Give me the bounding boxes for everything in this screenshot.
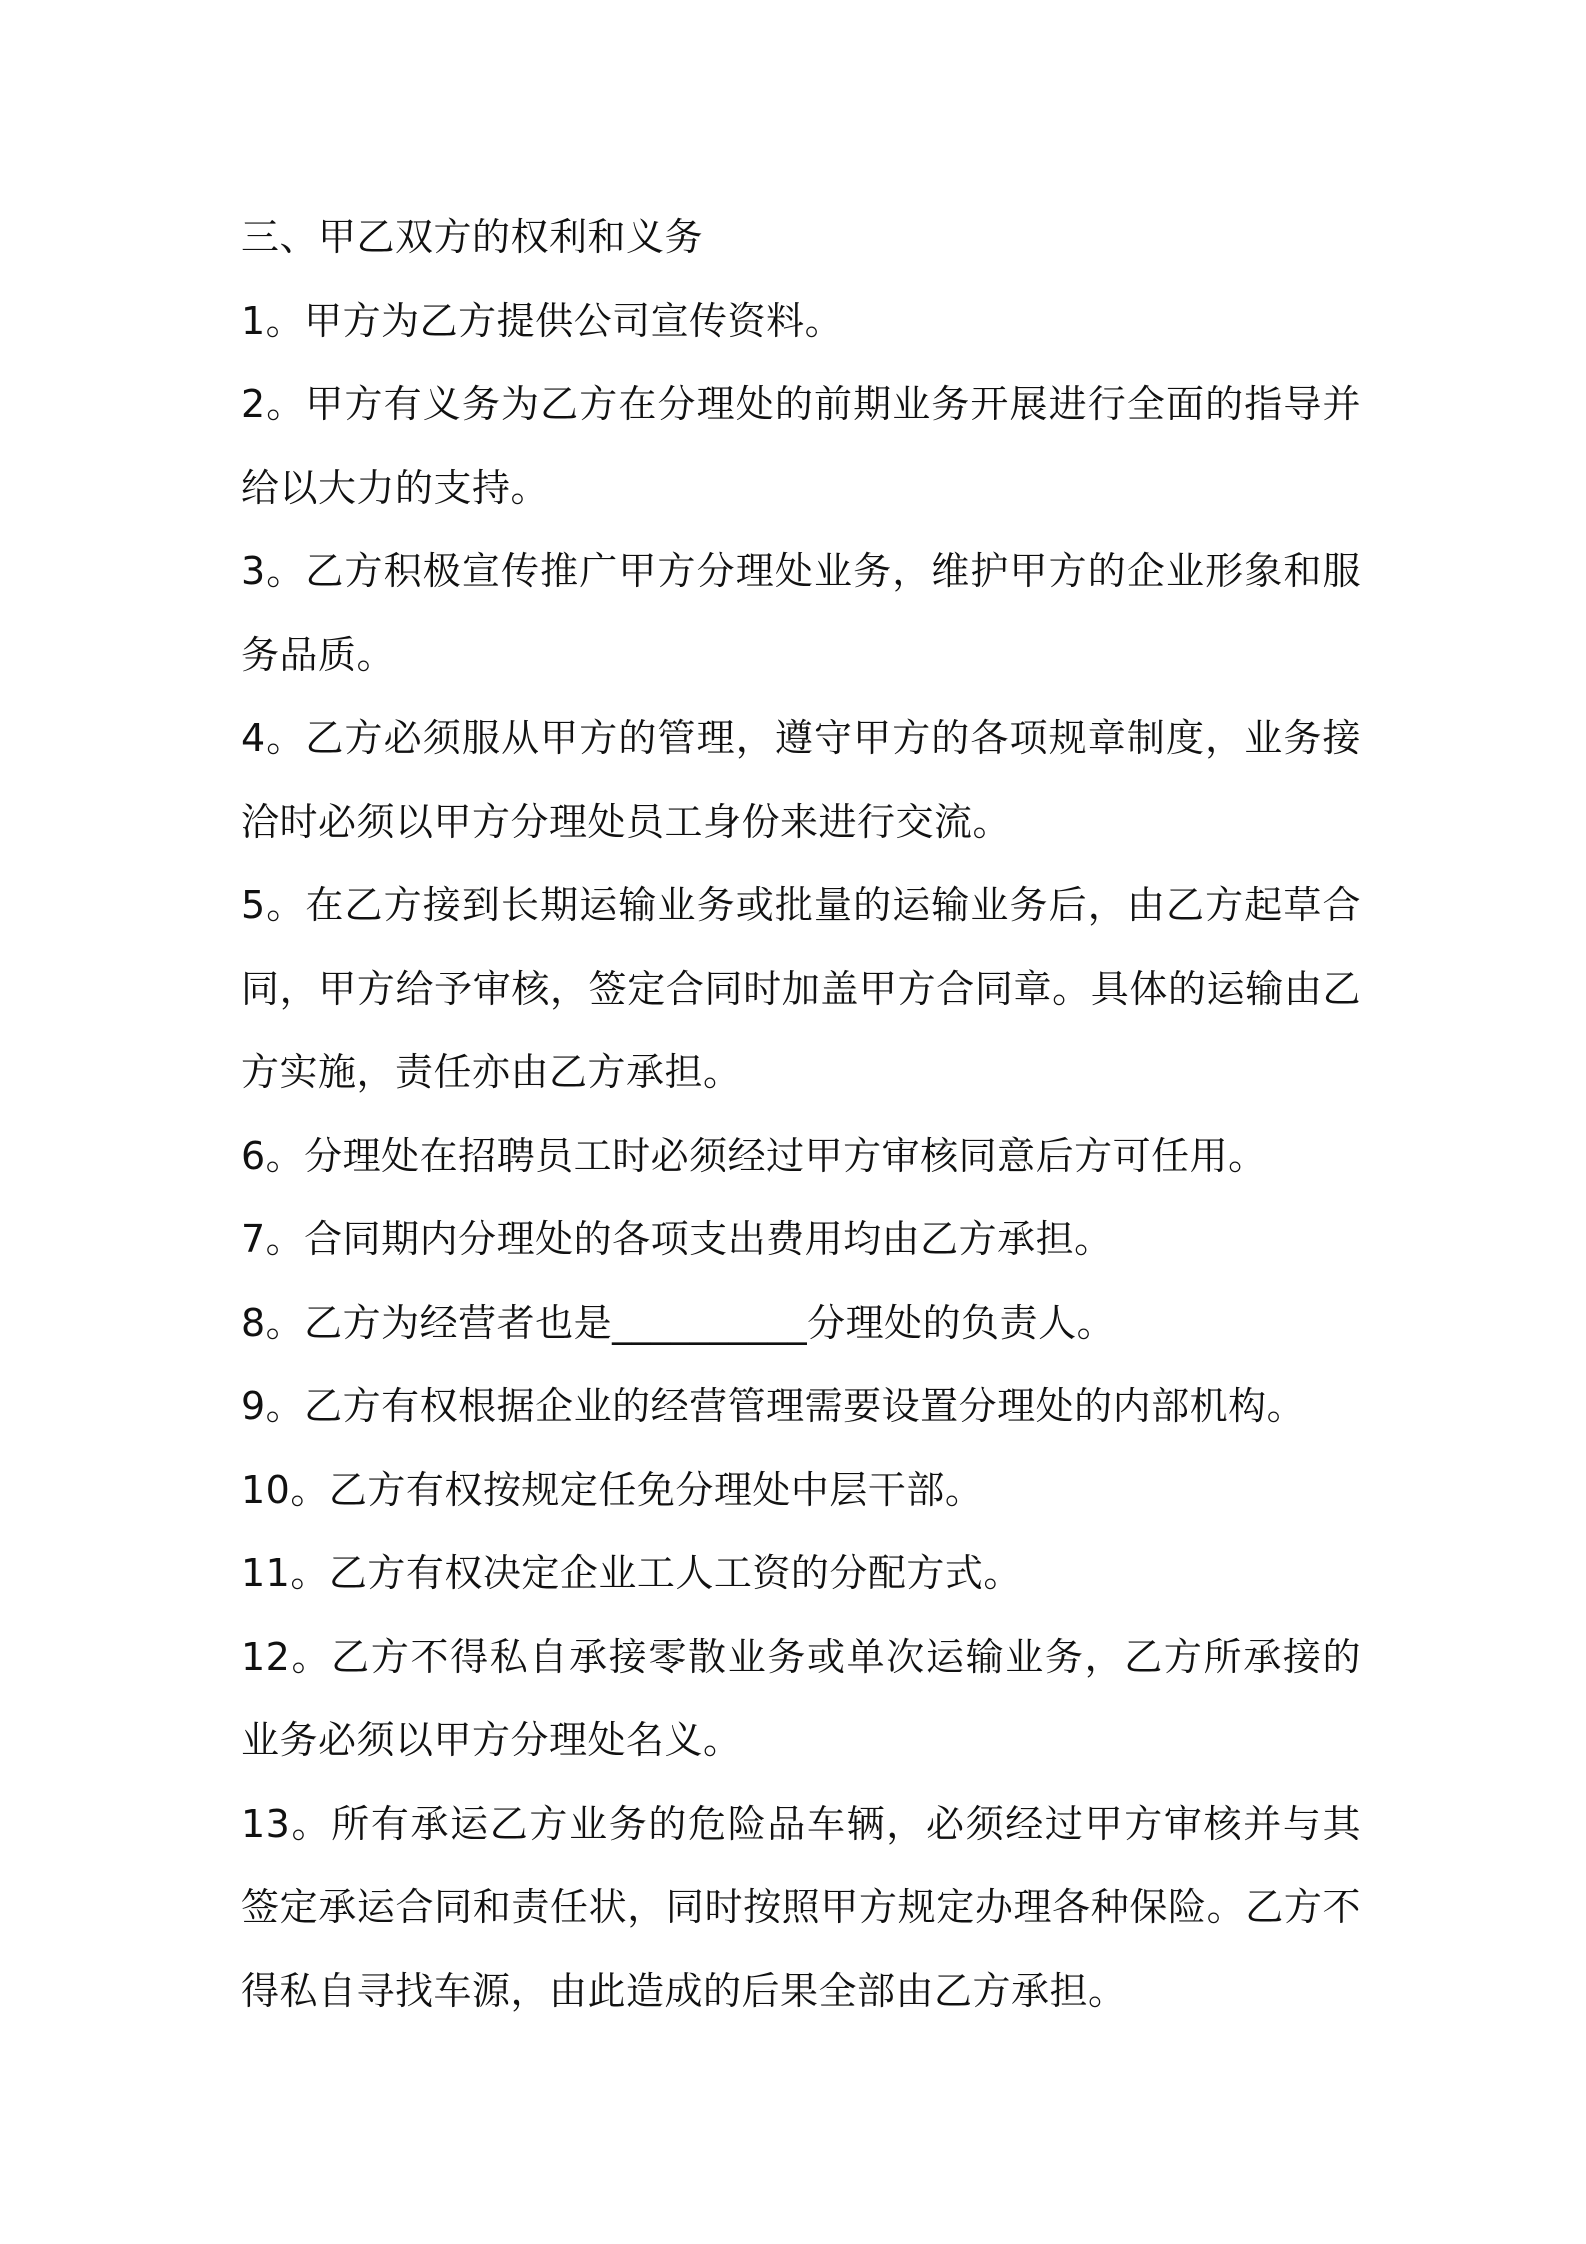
clause-1: 1。甲方为乙方提供公司宣传资料。 xyxy=(241,298,844,343)
clause-12: 12。乙方不得私自承接零散业务或单次运输业务，乙方所承接的业务必须以甲方分理处名义。 xyxy=(241,1634,1361,1762)
clause-5: 5。在乙方接到长期运输业务或批量的运输业务后，由乙方起草合同，甲方给予审核，签定合同时加盖甲方合同章。具体的运输由乙方实施，责任亦由乙方承担。 xyxy=(241,883,1361,1094)
clause-6: 6。分理处在招聘员工时必须经过甲方审核同意后方可任用。 xyxy=(241,1133,1267,1178)
section-title: 三、甲乙双方的权利和义务 xyxy=(241,215,704,259)
clause-4: 4。乙方必须服从甲方的管理，遵守甲方的各项规章制度，业务接洽时必须以甲方分理处员工身份来进行交流。 xyxy=(241,716,1361,844)
clause-2: 2。甲方有义务为乙方在分理处的前期业务开展进行全面的指导并给以大力的支持。 xyxy=(241,382,1361,510)
clause-8: 8。乙方为经营者也是__________分理处的负责人。 xyxy=(241,1300,1116,1345)
clause-13: 13。所有承运乙方业务的危险品车辆，必须经过甲方审核并与其签定承运合同和责任状，同时按照甲方规定办理各种保险。乙方不得私自寻找车源，由此造成的后果全部由乙方承担。 xyxy=(241,1801,1361,2013)
document-body xyxy=(241,196,1361,2033)
clause-9: 9。乙方有权根据企业的经营管理需要设置分理处的内部机构。 xyxy=(241,1384,1306,1428)
clause-7: 7。合同期内分理处的各项支出费用均由乙方承担。 xyxy=(241,1217,1113,1261)
clause-10: 10。乙方有权按规定任免分理处中层干部。 xyxy=(241,1467,984,1512)
clause-3: 3。乙方积极宣传推广甲方分理处业务，维护甲方的企业形象和服务品质。 xyxy=(241,549,1361,677)
clause-11: 11。乙方有权决定企业工人工资的分配方式。 xyxy=(241,1551,1022,1595)
